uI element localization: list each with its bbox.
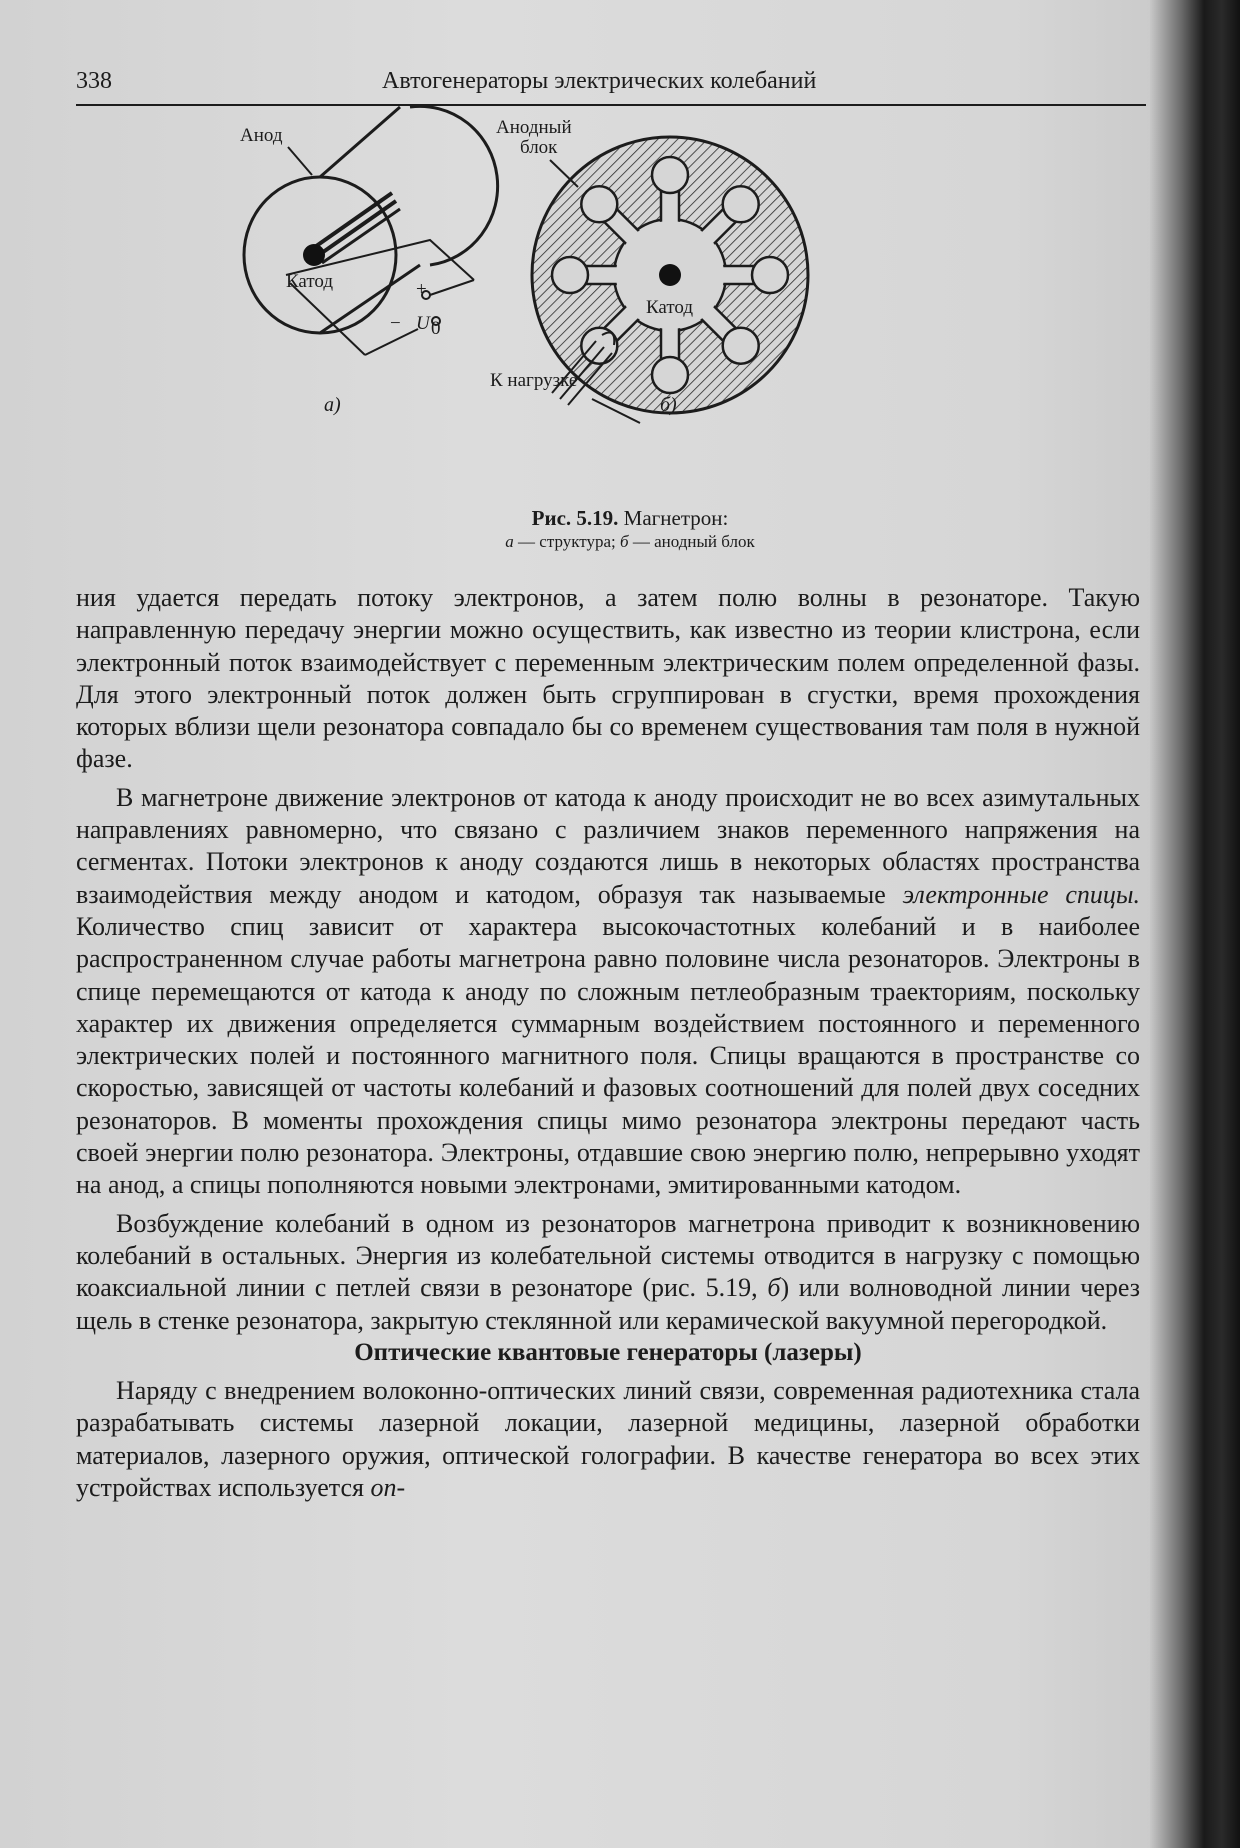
body-text	[76, 582, 1140, 1504]
label-anode-block-1: Анодный	[496, 117, 572, 138]
diagram-structure	[240, 106, 498, 416]
caption-a-text: — структура;	[513, 532, 620, 551]
caption-legend	[380, 531, 880, 553]
subfigure-b-label: б)	[660, 394, 677, 416]
caption-b-letter: б	[620, 532, 629, 551]
paragraph-3-part-1: Возбуждение колебаний в одном из резонаторов магнетрона приводит к возникновению колебаний в остальных. Энергия из колебательной системы отводится в нагрузку с помощью коаксиальной линии с петлей связи в резонаторе (рис. 5.19,	[76, 1208, 1140, 1303]
section-title: Оптические квантовые генераторы (лазеры)	[354, 1338, 862, 1366]
book-spine-shadow	[1150, 0, 1240, 1848]
figure-magnetron	[240, 115, 1010, 555]
paragraph-1: ния удается передать потоку электронов, а затем полю волны в резонаторе. Такую направленную передачу энергии можно осуществить, как известно из теории клистрона, если электронный поток взаимодействует с переменным электрическим полем определенной фазы. Для этого электронный поток должен быть сгруппирован в сгустки, время прохождения которых вблизи щели резонатора совпадало бы со временем существования там поля в нужной фазе.	[76, 583, 1140, 774]
running-title: Автогенераторы электрических колебаний	[382, 68, 817, 94]
paragraph-4-part-1: Наряду с внедрением волоконно-оптических линий связи, современная радиотехника стала разрабатывать системы лазерной локации, лазерной медицины, лазерной обработки материалов, лазерного оружия, оптической голографии. В качестве генератора во всех этих устройствах используется	[76, 1376, 1140, 1503]
label-anode: Анод	[240, 125, 283, 146]
paragraph-2	[76, 782, 1140, 1202]
figure-caption	[380, 505, 880, 553]
caption-fig-number: Рис. 5.19.	[531, 506, 619, 530]
page-number: 338	[76, 68, 112, 94]
paragraph-2-emphasis: электронные спицы.	[902, 879, 1141, 909]
label-minus: −	[390, 313, 401, 334]
paragraph-2-part-1: В магнетроне движение электронов от катода к аноду происходит не во всех азимутальных направлениях равномерно, что связано с различием знаков переменного напряжения на сегментах. Потоки электронов к аноду создаются лишь в некоторых областях пространства взаимодействия между анодом и катодом, образуя так называемые	[76, 782, 1140, 909]
label-cathode-b: Катод	[646, 297, 694, 318]
label-cathode-a: Катод	[286, 271, 334, 292]
paragraph-3-part-2: ) или волноводной линии через щель в стенке резонатора, закрытую стеклянной или керамической вакуумной перегородкой.	[76, 1273, 1141, 1335]
paragraph-4-emphasis: оп-	[370, 1473, 406, 1503]
caption-title	[380, 505, 880, 531]
caption-a-letter: а	[505, 532, 514, 551]
paragraph-2-part-2: Количество спиц зависит от характера высокочастотных колебаний и в наиболее распространенном случае работы магнетрона равно половине числа резонаторов. Электроны в спице перемещаются от катода к аноду по сложным петлеобразным траекториям, поскольку характер их движения определяется суммарным воздействием постоянного и переменного электрических полей и постоянного магнитного поля. Спицы вращаются в пространстве со скоростью, зависящей от частоты колебаний и фазовых соотношений для полей двух соседних резонаторов. В моменты прохождения спицы мимо резонатора электроны передают часть своей энергии полю резонатора. Электроны, отдавшие свою энергию полю, непрерывно уходят на анод, а спицы пополняются новыми электронами, эмитированными катодом.	[76, 911, 1140, 1200]
paragraph-3-emphasis: б	[767, 1273, 781, 1303]
label-u0-subscript: 0	[431, 318, 441, 339]
label-u0: U	[416, 313, 430, 334]
caption-b-text: — анодный блок	[628, 532, 755, 551]
label-plus: +	[416, 279, 427, 300]
page-header	[76, 64, 1146, 106]
caption-fig-title: Магнетрон:	[618, 506, 729, 530]
cathode-dot	[659, 264, 681, 286]
paragraph-4	[76, 1375, 1140, 1504]
label-anode-block-2: блок	[520, 137, 558, 158]
cathode-rod	[303, 193, 400, 266]
paragraph-3	[76, 1208, 1140, 1337]
subfigure-a-label: а)	[324, 394, 341, 416]
label-to-load: К нагрузке	[490, 370, 578, 391]
